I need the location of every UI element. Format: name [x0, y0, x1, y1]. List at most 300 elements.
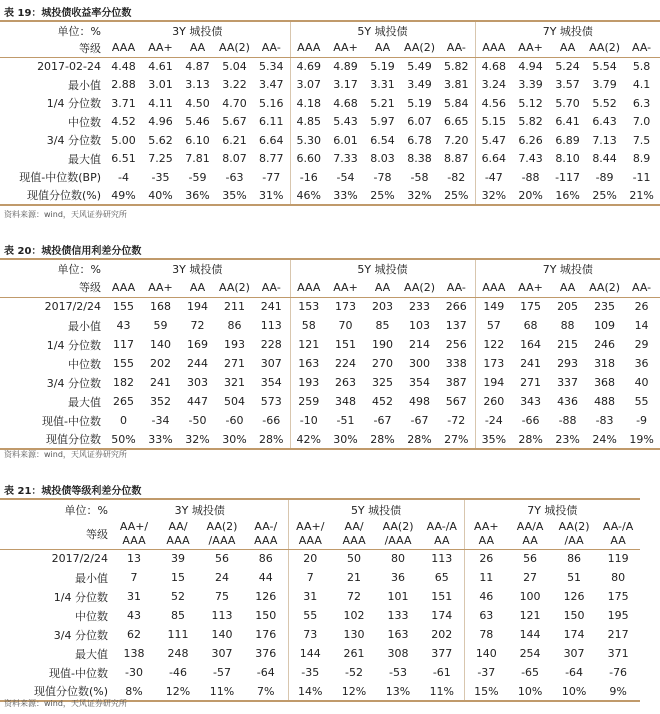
table-cell: 3.57: [555, 78, 580, 92]
grade-header: [200, 519, 244, 549]
table-cell: 14: [634, 319, 649, 332]
table-cell: 13: [127, 552, 141, 566]
table-cell: 4.85: [296, 115, 322, 129]
table-cell: 2.88: [111, 78, 136, 92]
table-cell: -67: [410, 414, 429, 427]
table-cell: -59: [188, 170, 207, 184]
table-cell: 248: [167, 647, 189, 660]
table-cell: 80: [391, 552, 406, 566]
table-cell: 5.19: [407, 96, 432, 110]
table-cell: 325: [372, 376, 394, 389]
table-cell: 133: [387, 609, 409, 622]
table-cell: 144: [299, 647, 321, 660]
grade-header: AAA: [105, 278, 142, 297]
row-label: 最小值: [68, 78, 101, 92]
table-cell: 19%: [623, 430, 660, 449]
table-cell: 307: [253, 354, 290, 373]
table-cell: 57: [486, 319, 501, 332]
table-cell: 8.07: [222, 152, 247, 166]
table-cell: 246: [594, 338, 616, 351]
table-cell: 55: [634, 395, 649, 408]
table-cell: -117: [555, 170, 581, 184]
table-cell: 348: [335, 395, 357, 408]
table-cell: 122: [483, 338, 505, 351]
table-cell: -58: [410, 170, 429, 184]
table-cell: 352: [150, 395, 171, 408]
table-cell: 3.79: [592, 78, 617, 92]
table-cell: 58: [301, 319, 316, 332]
group-header: 5Y 城投债: [290, 259, 475, 278]
table-cell: 50%: [105, 430, 142, 449]
table-cell: 140: [150, 338, 171, 351]
grade-header: AA: [179, 39, 216, 57]
table-cell: 26: [479, 552, 494, 566]
table-cell: 4.18: [296, 96, 322, 110]
table-cell: 182: [113, 376, 134, 389]
table-cell: -83: [595, 414, 614, 427]
table-cell: -76: [609, 666, 628, 679]
table-cell: 8.03: [370, 152, 395, 166]
table-cell: 5.54: [592, 60, 617, 73]
grade-header-line2: /AAA: [208, 533, 236, 547]
grade-header: [376, 519, 420, 549]
grade-header-line1: AA+/: [296, 519, 325, 533]
row-label: 1/4 分位数: [53, 590, 108, 604]
table-cell: 35%: [216, 187, 253, 206]
table-cell: 39: [171, 552, 185, 566]
grade-header-line1: AA-/A: [426, 519, 457, 533]
grade-header: [156, 519, 200, 549]
group-header: 7Y 城投债: [475, 259, 660, 278]
table-cell: -37: [477, 666, 496, 679]
table-cell: 504: [224, 395, 245, 408]
row-label: 最小值: [68, 319, 101, 333]
table-cell: 173: [483, 357, 505, 370]
table-cell: 62: [127, 628, 141, 641]
table-cell: 5.21: [370, 96, 395, 110]
table-cell: 109: [594, 319, 616, 332]
table-cell: -51: [336, 414, 355, 427]
table-cell: 43: [127, 609, 141, 622]
grade-header-line2: AA: [610, 533, 626, 547]
grade-label: 等级: [0, 278, 105, 297]
table-cell: 70: [338, 319, 353, 332]
table-cell: -10: [299, 414, 318, 427]
table-cell: -67: [373, 414, 392, 427]
table-cell: 13%: [376, 682, 420, 701]
table-cell: -60: [225, 414, 244, 427]
table-cell: 5.16: [253, 94, 290, 113]
table-cell: 343: [520, 395, 542, 408]
header-row-grades: [0, 278, 660, 297]
table-cell: 5.34: [253, 57, 290, 76]
table-cell: 44: [244, 568, 288, 587]
table-cell: 28%: [364, 430, 401, 449]
table-cell: 68: [523, 319, 538, 332]
grade-header: [552, 519, 596, 549]
row-label: 3/4 分位数: [53, 628, 108, 642]
table-cell: 377: [420, 644, 464, 663]
grade-header-line2: AAA: [254, 533, 278, 547]
grade-header: AA+: [327, 278, 364, 297]
table-cell: 300: [409, 357, 431, 370]
row-label: 现值分位数(%): [0, 187, 105, 206]
table-cell: 5.24: [555, 60, 580, 73]
group-header: 5Y 城投债: [288, 499, 464, 519]
grade-header-line1: AA-/: [254, 519, 278, 533]
table-cell: 113: [253, 316, 290, 335]
table-cell: 7.25: [148, 152, 173, 166]
grade-header-line2: /AAA: [384, 533, 412, 547]
table-cell: 3.13: [185, 78, 210, 92]
header-row-grades: [0, 519, 640, 549]
table-row: [0, 411, 660, 430]
table-cell: 32%: [401, 187, 438, 206]
table-cell: 259: [298, 395, 320, 408]
table-cell: 30%: [216, 430, 253, 449]
table-21-title: 表 21：城投债等级利差分位数: [4, 486, 142, 497]
table-cell: 6.64: [253, 131, 290, 150]
grade-header-line2: AA: [478, 533, 494, 547]
table-cell: 59: [153, 319, 168, 332]
table-cell: 8.10: [555, 152, 580, 166]
table-cell: 28%: [401, 430, 438, 449]
table-cell: 31: [303, 590, 318, 603]
row-label: 3/4 分位数: [46, 376, 101, 390]
header-row-groups: [0, 499, 640, 519]
grade-header-line1: AA/: [344, 519, 364, 533]
table-row: [0, 335, 660, 354]
table-cell: 193: [224, 338, 245, 351]
table-cell: 80: [611, 571, 626, 584]
grade-header-line2: AA: [434, 533, 450, 547]
grade-header: AA(2): [586, 39, 623, 57]
table-cell: 117: [113, 338, 134, 351]
table-cell: 175: [607, 590, 629, 603]
table-cell: 155: [113, 300, 134, 314]
table-cell: 241: [253, 297, 290, 316]
table-cell: 233: [409, 300, 431, 314]
table-cell: 101: [387, 590, 409, 603]
table-cell: 337: [557, 376, 579, 389]
row-label: 现值分位数(%): [0, 682, 112, 701]
table-cell: -88: [558, 414, 577, 427]
table-cell: 15%: [464, 682, 508, 701]
table-row: [0, 354, 660, 373]
grade-header: [596, 519, 640, 549]
table-cell: 32%: [475, 187, 512, 206]
table-cell: -66: [521, 414, 540, 427]
group-header: 5Y 城投债: [290, 21, 475, 39]
table-cell: 4.61: [148, 60, 173, 73]
table-cell: 4.52: [111, 115, 136, 129]
row-label: 中位数: [68, 357, 101, 371]
grade-header: AA+: [142, 39, 179, 57]
table-cell: 113: [211, 609, 233, 622]
table-cell: 15: [171, 571, 185, 584]
grade-header: [508, 519, 552, 549]
table-cell: -64: [244, 663, 288, 682]
table-row: [0, 644, 640, 663]
table-cell: -4: [118, 170, 129, 184]
grade-header-line1: AA(2): [382, 519, 414, 533]
table-cell: -88: [521, 170, 540, 184]
table-cell: -50: [188, 414, 207, 427]
header-row-groups: [0, 21, 660, 39]
table-cell: 175: [520, 300, 542, 314]
table-cell: -35: [151, 170, 170, 184]
table-cell: 119: [607, 552, 629, 566]
table-cell: 50: [347, 552, 362, 566]
table-row: [0, 549, 640, 568]
grade-header: AA+: [512, 278, 549, 297]
table-cell: 169: [187, 338, 208, 351]
table-cell: 121: [519, 609, 541, 622]
table-cell: 338: [438, 354, 475, 373]
table-cell: 7: [306, 571, 314, 584]
table-19-section: [0, 0, 654, 225]
table-row: [0, 316, 660, 335]
table-cell: 6.54: [370, 133, 395, 147]
table-cell: 205: [557, 300, 579, 314]
table-cell: 75: [215, 590, 229, 603]
table-cell: 9%: [596, 682, 640, 701]
table-cell: -78: [373, 170, 392, 184]
table-cell: 376: [244, 644, 288, 663]
table-cell: 173: [335, 300, 357, 314]
row-label: 现值-中位数(BP): [19, 171, 101, 185]
table-cell: 387: [438, 373, 475, 392]
table-cell: 10%: [552, 682, 596, 701]
table-cell: 25%: [364, 187, 401, 206]
table-19-source: 资料来源：wind，天风证券研究所: [4, 210, 127, 219]
table-row: [0, 373, 660, 392]
table-cell: -61: [420, 663, 464, 682]
table-cell: 263: [335, 376, 357, 389]
table-cell: 4.89: [333, 60, 358, 73]
table-cell: 7: [130, 571, 138, 584]
table-cell: 5.19: [370, 60, 395, 73]
table-cell: 7.43: [518, 152, 543, 166]
table-cell: 5.82: [518, 115, 543, 129]
table-cell: 5.00: [111, 133, 136, 147]
table-cell: 49%: [105, 187, 142, 206]
table-cell: 5.43: [333, 115, 358, 129]
group-header: 3Y 城投债: [105, 259, 290, 278]
table-cell: 6.01: [333, 133, 358, 147]
grade-header-line1: AA/A: [516, 519, 544, 533]
table-cell: 4.68: [333, 96, 358, 110]
grade-header: [244, 519, 288, 549]
table-cell: 4.87: [185, 60, 210, 73]
table-cell: 6.64: [481, 152, 507, 166]
table-cell: 10%: [508, 682, 552, 701]
table-cell: 130: [343, 628, 365, 641]
table-cell: 21%: [623, 187, 660, 206]
table-cell: 202: [150, 357, 171, 370]
table-cell: 164: [520, 338, 542, 351]
table-cell: 88: [560, 319, 575, 332]
table-row: [0, 430, 660, 449]
table-cell: 23%: [549, 430, 586, 449]
table-cell: -64: [565, 666, 584, 679]
table-cell: 51: [567, 571, 582, 584]
row-label: 1/4 分位数: [46, 338, 101, 352]
table-cell: 254: [519, 647, 541, 660]
table-cell: 573: [253, 392, 290, 411]
unit-label: 单位：%: [0, 499, 112, 519]
table-row: [0, 131, 660, 150]
table-row: [0, 76, 660, 95]
table-cell: 4.48: [111, 60, 136, 73]
table-cell: 270: [372, 357, 394, 370]
table-cell: -72: [438, 411, 475, 430]
table-cell: 3.31: [370, 78, 395, 92]
table-cell: 0: [120, 414, 127, 427]
table-cell: 8.77: [253, 150, 290, 169]
table-cell: -63: [225, 170, 244, 184]
table-cell: 36%: [179, 187, 216, 206]
row-label: 最大值: [75, 647, 108, 661]
table-cell: 24%: [586, 430, 623, 449]
table-cell: 46: [479, 590, 494, 603]
table-cell: 354: [253, 373, 290, 392]
table-cell: 8.87: [438, 150, 475, 169]
table-cell: 40: [634, 376, 649, 389]
grade-header-line2: AAA: [166, 533, 190, 547]
table-cell: 111: [167, 628, 189, 641]
table-cell: -30: [125, 666, 143, 679]
table-cell: 190: [372, 338, 394, 351]
table-cell: 6.26: [518, 133, 543, 147]
table-row: [0, 94, 660, 113]
table-cell: 140: [475, 647, 497, 660]
row-label: 1/4 分位数: [46, 97, 101, 111]
grade-header-line1: AA-/A: [602, 519, 634, 533]
table-cell: 8.44: [592, 152, 617, 166]
table-cell: 28%: [253, 430, 290, 449]
table-cell: 7.5: [632, 133, 651, 147]
table-cell: 113: [420, 549, 464, 568]
table-20-title: 表 20：城投债信用利差分位数: [4, 246, 142, 257]
table-cell: 153: [298, 300, 320, 314]
table-cell: 126: [244, 587, 288, 606]
table-cell: 20%: [512, 187, 549, 206]
table-row: [0, 113, 660, 132]
grade-header: AA(2): [586, 278, 623, 297]
table-cell: 72: [347, 590, 362, 603]
grade-header: [420, 519, 464, 549]
table-21: [0, 498, 640, 702]
table-cell: 307: [563, 647, 585, 660]
table-cell: 32%: [179, 430, 216, 449]
table-cell: 7.0: [632, 115, 651, 129]
table-cell: 56: [523, 552, 538, 566]
table-cell: 65: [420, 568, 464, 587]
table-cell: 235: [594, 300, 616, 314]
table-cell: 102: [343, 609, 365, 622]
table-cell: 318: [594, 357, 616, 370]
table-cell: 85: [171, 609, 185, 622]
table-cell: 3.22: [222, 78, 247, 92]
row-label: 3/4 分位数: [46, 134, 101, 148]
table-row: [0, 187, 660, 206]
table-cell: 11: [479, 571, 494, 584]
table-cell: 244: [187, 357, 208, 370]
table-cell: 174: [420, 606, 464, 625]
table-cell: 4.70: [222, 96, 247, 110]
table-cell: 6.3: [632, 96, 651, 110]
table-cell: 36: [634, 357, 649, 370]
table-cell: 5.12: [518, 96, 543, 110]
table-cell: 43: [116, 319, 131, 332]
table-cell: -89: [595, 170, 614, 184]
grade-header-line2: /AA: [564, 533, 584, 547]
table-cell: 72: [190, 319, 205, 332]
row-label: 现值-中位数: [49, 666, 108, 680]
table-cell: 55: [303, 609, 318, 622]
table-cell: 149: [483, 300, 505, 314]
table-cell: 5.82: [438, 57, 475, 76]
table-cell: 452: [372, 395, 394, 408]
table-cell: 86: [227, 319, 242, 332]
table-cell: 7.20: [438, 131, 475, 150]
row-label: 2017/2/24: [44, 300, 101, 314]
table-cell: 293: [557, 357, 579, 370]
table-cell: 4.69: [296, 60, 322, 73]
table-row: [0, 392, 660, 411]
unit-label: 单位：%: [0, 21, 105, 39]
table-cell: 163: [298, 357, 320, 370]
table-cell: 3.81: [438, 76, 475, 95]
row-label: 2017-02-24: [37, 60, 101, 73]
table-cell: 176: [244, 625, 288, 644]
table-row: [0, 663, 640, 682]
table-cell: 195: [607, 609, 629, 622]
table-cell: 27%: [438, 430, 475, 449]
table-row: [0, 150, 660, 169]
row-label: 最大值: [68, 152, 101, 166]
table-cell: 5.46: [185, 115, 210, 129]
grade-header-line2: AAA: [122, 533, 146, 547]
grade-header-line1: AA(2): [206, 519, 238, 533]
table-cell: 6.51: [111, 152, 136, 166]
table-cell: 21: [347, 571, 362, 584]
table-row: [0, 168, 660, 187]
table-cell: 214: [409, 338, 431, 351]
table-cell: 308: [387, 647, 409, 660]
table-cell: 56: [215, 552, 229, 566]
grade-header-line2: AAA: [342, 533, 366, 547]
table-cell: 203: [372, 300, 394, 314]
table-cell: 6.89: [555, 133, 580, 147]
table-19-title: 表 19：城投债收益率分位数: [4, 8, 132, 19]
grade-header: AA(2): [401, 39, 438, 57]
table-cell: 126: [563, 590, 585, 603]
table-cell: 193: [298, 376, 320, 389]
table-cell: 202: [420, 625, 464, 644]
table-cell: 241: [150, 376, 171, 389]
table-cell: 4.56: [481, 96, 507, 110]
table-cell: 6.65: [438, 113, 475, 132]
table-cell: 7%: [244, 682, 288, 701]
table-cell: -65: [521, 666, 540, 679]
table-cell: 271: [520, 376, 542, 389]
table-cell: 6.10: [185, 133, 210, 147]
table-cell: 31%: [253, 187, 290, 206]
grade-header: AA(2): [216, 39, 253, 57]
table-cell: 265: [113, 395, 134, 408]
